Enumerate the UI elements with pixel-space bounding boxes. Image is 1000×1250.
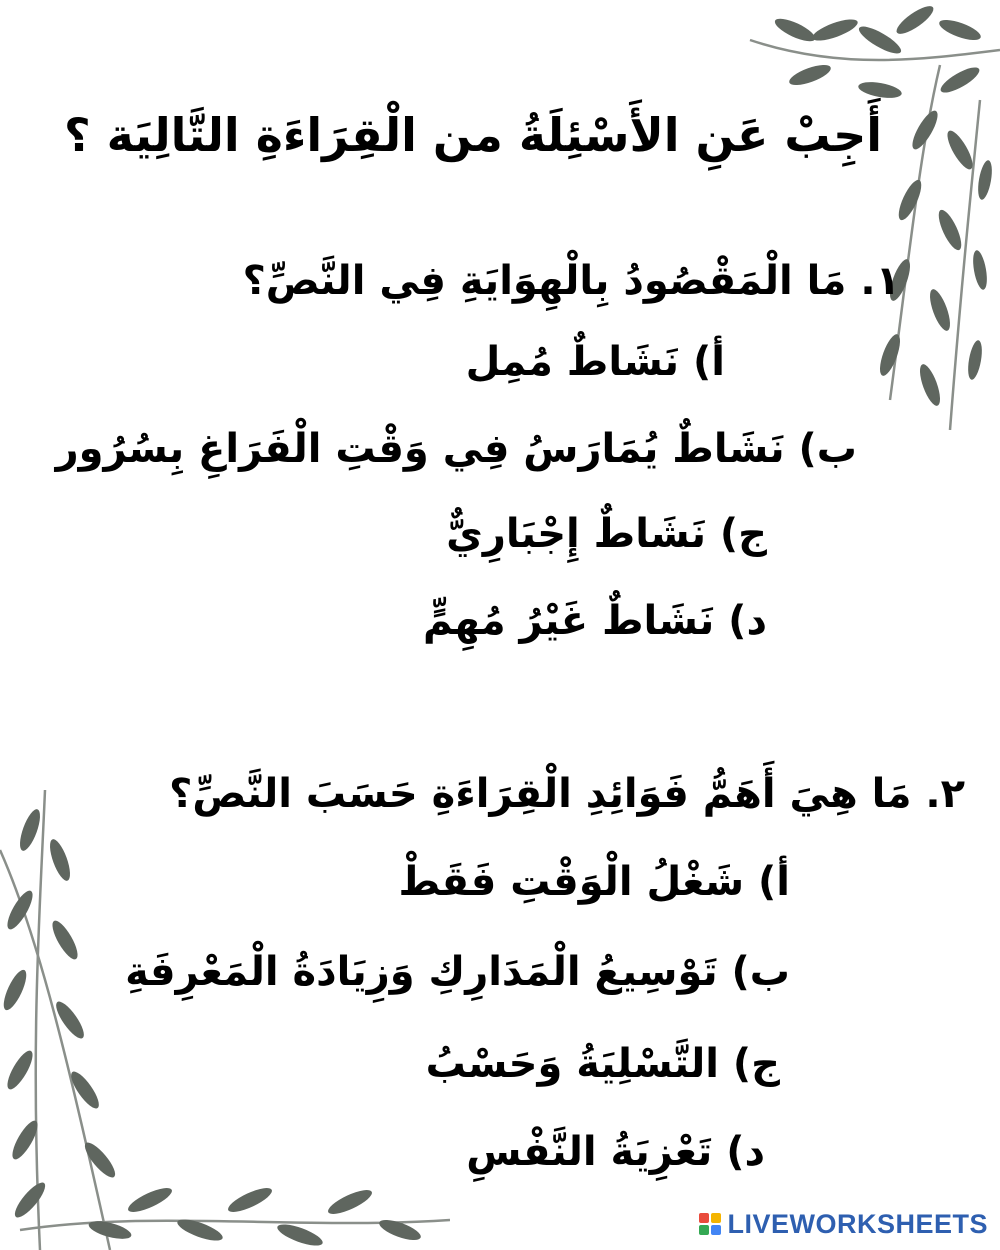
question-2-option-d[interactable]: د) تَعْزِيَةُ النَّفْسِ — [466, 1129, 765, 1175]
question-1-option-d[interactable]: د) نَشَاطٌ غَيْرُ مُهِمٍّ — [423, 598, 767, 644]
question-2-option-a[interactable]: أ) شَغْلُ الْوَقْتِ فَقَطْ — [398, 859, 790, 905]
liveworksheets-logo-icon — [699, 1213, 721, 1235]
logo-text: LIVEWORKSHEETS — [727, 1208, 988, 1239]
question-2-option-c[interactable]: ج) التَّسْلِيَةُ وَحَسْبُ — [425, 1041, 780, 1087]
question-1-option-c[interactable]: ج) نَشَاطٌ إِجْبَارِيٌّ — [446, 511, 767, 557]
question-1-option-b[interactable]: ب) نَشَاطٌ يُمَارَسُ فِي وَقْتِ الْفَرَاغِ بِسُرُور — [55, 426, 857, 472]
liveworksheets-logo[interactable] — [699, 1208, 988, 1240]
question-1-option-a[interactable]: أ) نَشَاطٌ مُمِل — [465, 339, 725, 385]
worksheet-title: أَجِبْ عَنِ الأَسْئِلَةُ من الْقِرَاءَةِ التَّالِيَة ؟ — [63, 108, 882, 162]
question-1-text: ١. مَا الْمَقْصُودُ بِالْهِوَايَةِ فِي النَّصِّ؟ — [242, 258, 900, 304]
question-2-option-b[interactable]: ب) تَوْسِيعُ الْمَدَارِكِ وَزِيَادَةُ الْمَعْرِفَةِ — [125, 949, 790, 995]
question-2-text: ٢. مَا هِيَ أَهَمُّ فَوَائِدِ الْقِرَاءَةِ حَسَبَ النَّصِّ؟ — [169, 771, 965, 817]
leaf-branch-decoration-bottom-left — [0, 790, 450, 1250]
